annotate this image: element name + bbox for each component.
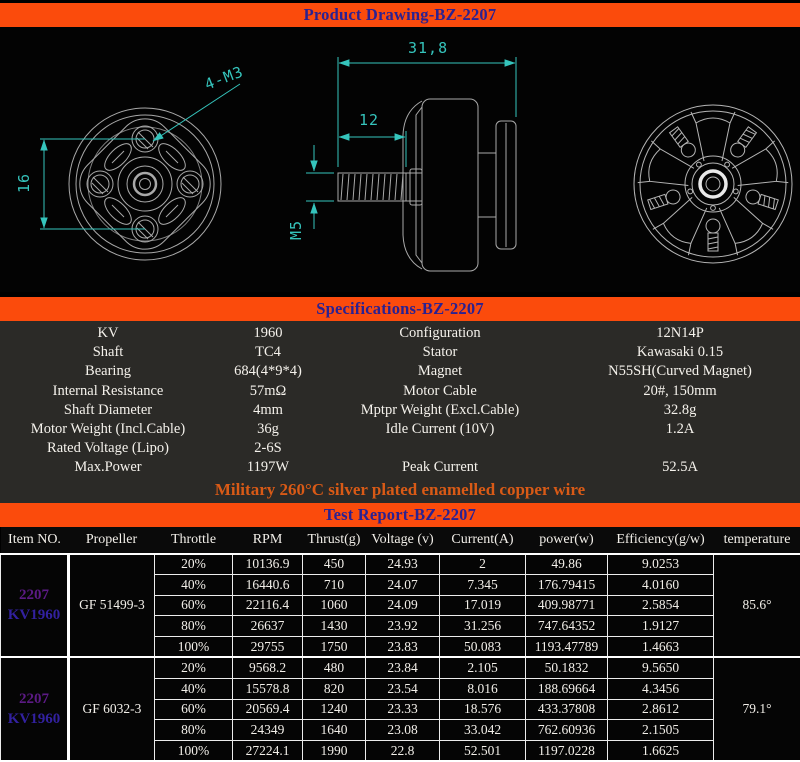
spec-label: Peak Current — [401, 459, 479, 476]
test-cell: 20% — [155, 554, 233, 575]
test-cell: 24.09 — [366, 595, 440, 616]
test-cell: 40% — [155, 575, 233, 596]
spec-label: Magnet — [417, 363, 463, 380]
test-cell: 15578.8 — [233, 679, 303, 700]
test-cell: 450 — [303, 554, 366, 575]
motor-front-view — [0, 27, 270, 292]
test-cell: 52.501 — [440, 740, 526, 761]
test-cell: 1750 — [303, 636, 366, 657]
spec-label: Internal Resistance — [52, 382, 164, 399]
spec-label: Configuration — [399, 325, 481, 341]
test-cell: 2 — [440, 554, 526, 575]
test-cell: 4.3456 — [608, 679, 714, 700]
test-cell: 22.8 — [366, 740, 440, 761]
col-header-propeller: Propeller — [69, 527, 155, 554]
side-thread-dimension: M5 — [287, 219, 306, 241]
table-row — [1, 657, 800, 678]
test-cell: 29755 — [233, 636, 303, 657]
item-no-kv: KV1960 — [7, 607, 61, 624]
test-cell: 480 — [303, 657, 366, 678]
spec-value: N55SH(Curved Magnet) — [608, 363, 752, 380]
test-cell: 1.6625 — [608, 740, 714, 761]
test-cell: 1.9127 — [608, 616, 714, 637]
col-header-power: power(w) — [526, 527, 608, 554]
wire-note: Military 260°C silver plated enamelled copper wire — [214, 479, 586, 499]
test-cell: 23.84 — [366, 657, 440, 678]
spec-value: 684(4*9*4) — [234, 363, 302, 380]
test-cell: 8.016 — [440, 679, 526, 700]
test-cell: 23.54 — [366, 679, 440, 700]
col-header-thrust: Thrust(g) — [303, 527, 366, 554]
test-group-1 — [1, 554, 800, 658]
test-cell: 1.4663 — [608, 636, 714, 657]
test-cell: 60% — [155, 595, 233, 616]
test-cell: 50.083 — [440, 636, 526, 657]
spec-value — [560, 439, 800, 458]
propeller-cell: GF 6032-3 — [69, 657, 155, 761]
specifications-title: Specifications-BZ-2207 — [316, 299, 484, 318]
spec-value: 32.8g — [663, 401, 697, 418]
spec-value: 52.5A — [662, 459, 698, 476]
col-header-rpm: RPM — [233, 527, 303, 554]
test-group-2 — [1, 657, 800, 761]
spec-value: 1960 — [253, 325, 283, 341]
test-cell: 20% — [155, 657, 233, 678]
motor-top-view-drawing — [550, 27, 800, 292]
test-cell: 710 — [303, 575, 366, 596]
spec-label: Idle Current (10V) — [385, 420, 495, 437]
test-cell: 50.1832 — [526, 657, 608, 678]
motor-side-view — [270, 27, 550, 292]
motor-top-view — [550, 27, 800, 292]
spec-label: Max.Power — [74, 459, 142, 476]
spec-value: 4mm — [253, 401, 283, 418]
test-cell: 2.105 — [440, 657, 526, 678]
test-cell: 1197.0228 — [526, 740, 608, 761]
test-cell: 1990 — [303, 740, 366, 761]
spec-value: Kawasaki 0.15 — [636, 344, 724, 361]
test-cell: 23.92 — [366, 616, 440, 637]
test-cell: 10136.9 — [233, 554, 303, 575]
test-cell: 40% — [155, 679, 233, 700]
test-cell: 80% — [155, 616, 233, 637]
spec-label: Rated Voltage (Lipo) — [47, 440, 169, 457]
test-cell: 20569.4 — [233, 699, 303, 720]
spec-label: Mptpr Weight (Excl.Cable) — [360, 401, 520, 418]
side-shaft-length-dimension: 12 — [359, 111, 380, 129]
test-cell: 820 — [303, 679, 366, 700]
test-cell: 23.83 — [366, 636, 440, 657]
spec-label: Stator — [422, 344, 458, 361]
test-cell: 747.64352 — [526, 616, 608, 637]
test-cell: 24349 — [233, 720, 303, 741]
spec-label: Motor Weight (Incl.Cable) — [30, 420, 186, 437]
test-cell: 9568.2 — [233, 657, 303, 678]
temperature-cell: 85.6° — [714, 554, 800, 658]
front-holes-dimension: 4-M3 — [202, 62, 247, 94]
specifications-header — [0, 297, 800, 321]
test-cell: 1060 — [303, 595, 366, 616]
test-cell: 80% — [155, 720, 233, 741]
test-cell: 24.93 — [366, 554, 440, 575]
test-cell: 7.345 — [440, 575, 526, 596]
test-cell: 188.69664 — [526, 679, 608, 700]
front-height-dimension: 16 — [15, 172, 34, 194]
test-cell: 23.08 — [366, 720, 440, 741]
test-cell: 2.8612 — [608, 699, 714, 720]
col-header-current: Current(A) — [440, 527, 526, 554]
test-cell: 1240 — [303, 699, 366, 720]
test-cell: 31.256 — [440, 616, 526, 637]
spec-value: 57mΩ — [249, 382, 287, 399]
col-header-efficiency: Efficiency(g/w) — [608, 527, 714, 554]
test-cell: 1640 — [303, 720, 366, 741]
side-length-dimension: 31,8 — [408, 39, 449, 57]
specifications-grid — [0, 324, 800, 478]
test-cell: 9.5650 — [608, 657, 714, 678]
test-cell: 17.019 — [440, 595, 526, 616]
col-header-item-no: Item NO. — [1, 527, 69, 554]
test-report-title: Test Report-BZ-2207 — [323, 504, 477, 524]
technical-drawings-section — [0, 27, 800, 292]
item-no-cell — [1, 554, 69, 658]
spec-label: Shaft — [92, 344, 124, 361]
table-row — [1, 554, 800, 575]
temperature-cell: 79.1° — [714, 657, 800, 761]
product-drawing-header — [0, 3, 800, 27]
spec-label: KV — [97, 325, 119, 341]
col-header-temperature: temperature — [714, 527, 800, 554]
test-cell: 22116.4 — [233, 595, 303, 616]
spec-value: 2-6S — [254, 440, 282, 457]
col-header-voltage: Voltage (v) — [366, 527, 440, 554]
specifications-section — [0, 321, 800, 503]
test-cell: 16440.6 — [233, 575, 303, 596]
spec-label: Bearing — [85, 363, 131, 380]
spec-value: 1197W — [246, 459, 290, 476]
test-cell: 762.60936 — [526, 720, 608, 741]
test-cell: 176.79415 — [526, 575, 608, 596]
test-cell: 26637 — [233, 616, 303, 637]
test-cell: 409.98771 — [526, 595, 608, 616]
spec-value: 20#, 150mm — [643, 382, 717, 399]
spec-label: Motor Cable — [403, 382, 477, 399]
product-drawing-title: Product Drawing-BZ-2207 — [303, 5, 497, 24]
spec-value: 1.2A — [665, 420, 695, 437]
test-report-header — [0, 503, 800, 527]
test-cell: 49.86 — [526, 554, 608, 575]
item-no-kv: KV1960 — [7, 711, 61, 728]
test-cell: 2.1505 — [608, 720, 714, 741]
spec-label — [320, 439, 560, 458]
test-table-header-row — [1, 527, 800, 554]
propeller-cell: GF 51499-3 — [69, 554, 155, 658]
spec-label: Shaft Diameter — [63, 401, 153, 418]
test-cell: 1430 — [303, 616, 366, 637]
spec-value: 12N14P — [656, 325, 704, 341]
test-cell: 24.07 — [366, 575, 440, 596]
test-cell: 33.042 — [440, 720, 526, 741]
spec-value: TC4 — [255, 344, 281, 361]
test-cell: 433.37808 — [526, 699, 608, 720]
test-cell: 18.576 — [440, 699, 526, 720]
item-no-model: 2207 — [19, 587, 49, 604]
test-cell: 2.5854 — [608, 595, 714, 616]
col-header-throttle: Throttle — [155, 527, 233, 554]
test-cell: 4.0160 — [608, 575, 714, 596]
test-cell: 1193.47789 — [526, 636, 608, 657]
item-no-model: 2207 — [19, 691, 49, 708]
test-cell: 27224.1 — [233, 740, 303, 761]
spec-value: 36g — [257, 420, 279, 437]
test-report-table — [0, 527, 800, 762]
test-cell: 23.33 — [366, 699, 440, 720]
motor-side-view-drawing — [270, 27, 550, 292]
test-cell: 9.0253 — [608, 554, 714, 575]
test-cell: 60% — [155, 699, 233, 720]
item-no-cell — [1, 657, 69, 761]
test-cell: 100% — [155, 636, 233, 657]
test-cell: 100% — [155, 740, 233, 761]
